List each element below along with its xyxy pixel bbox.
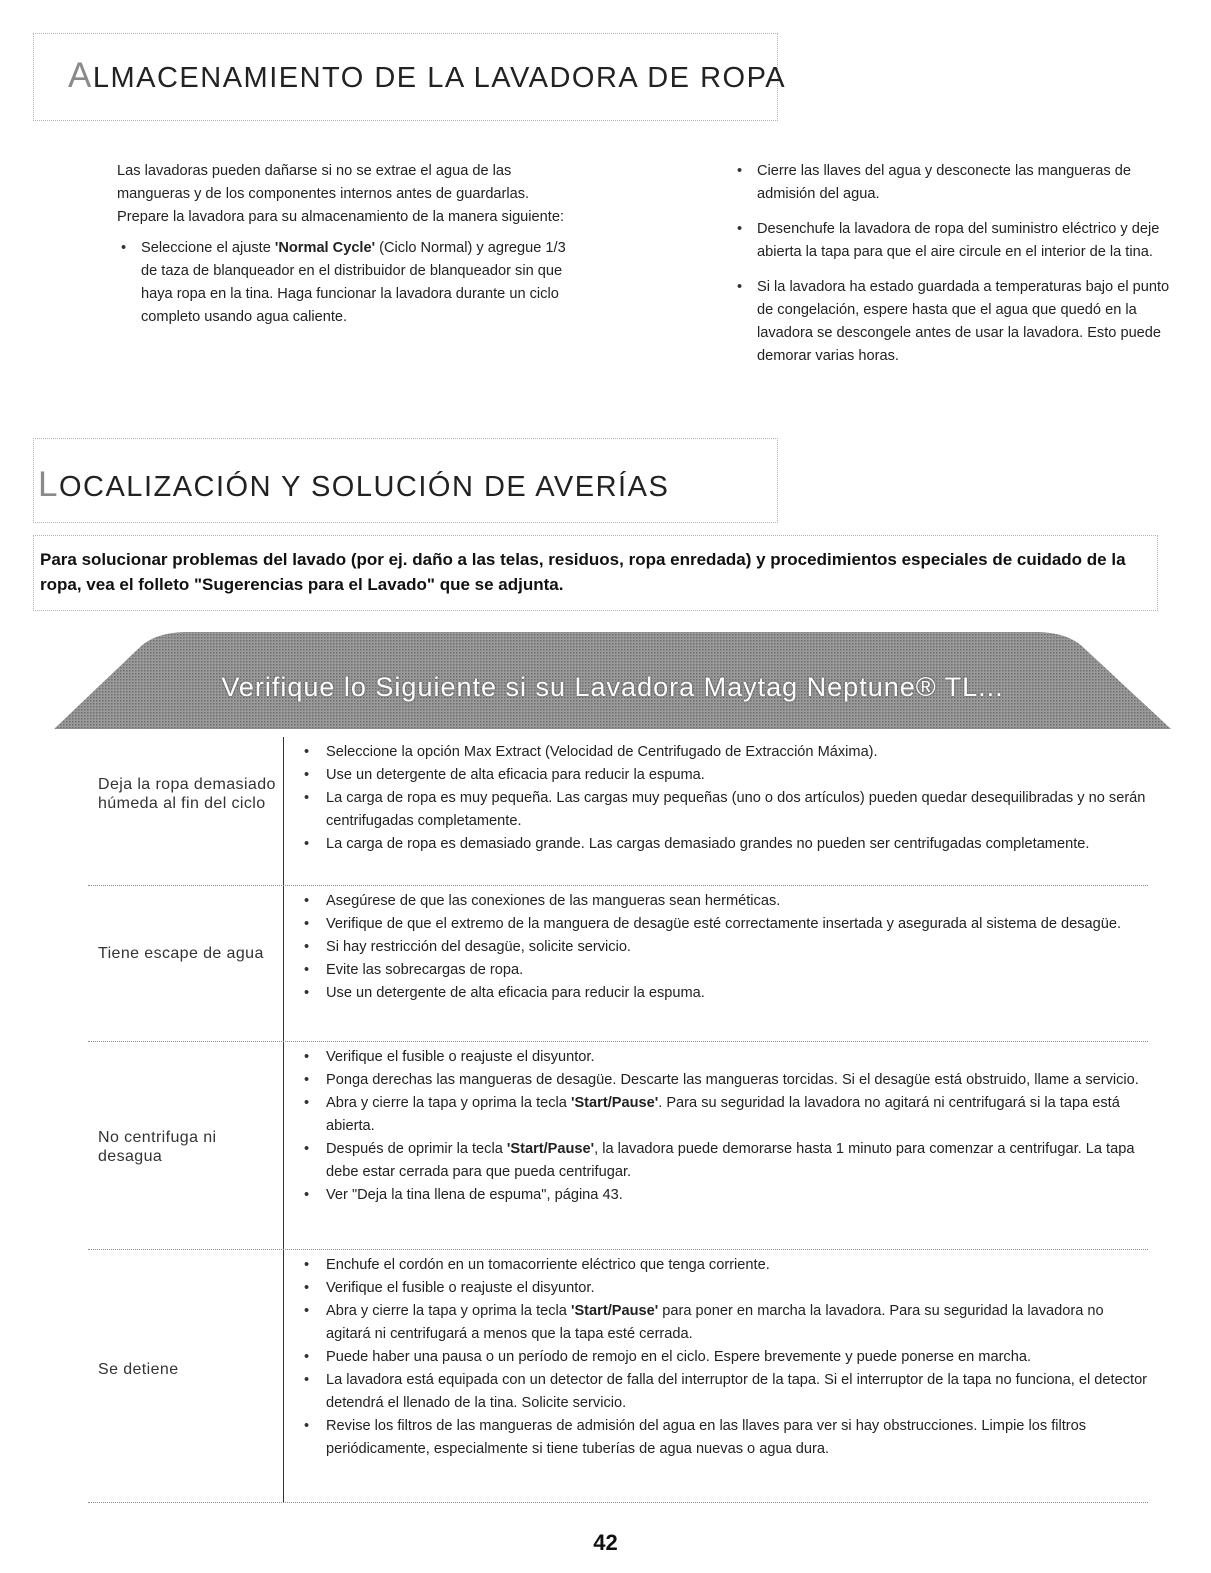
table-row bbox=[88, 1250, 1148, 1503]
cause-item: • Asegúrese de que las conexiones de las mangueras sean herméticas. bbox=[302, 890, 1148, 913]
troubleshooting-table bbox=[88, 737, 1148, 1503]
column-divider bbox=[283, 886, 284, 1041]
cause-item: • Seleccione la opción Max Extract (Velocidad de Centrifugado de Extracción Máxima). bbox=[302, 741, 1148, 764]
cause-item: • Use un detergente de alta eficacia para reducir la espuma. bbox=[302, 982, 1148, 1005]
normal-cycle-label: 'Normal Cycle' bbox=[274, 240, 376, 256]
cause-item: • Abra y cierre la tapa y oprima la tecla 'Start/Pause'. Para su seguridad la lavadora no agitará ni centrifugará si la tapa está abierta. bbox=[302, 1092, 1148, 1138]
bullet1-post: (Ciclo Normal) y agregue 1/3 de taza de blanqueador en el distribuidor de blanqueador sin que haya ropa en la tina. Haga funcionar la lavadora durante un ciclo completo usando agua caliente. bbox=[141, 240, 566, 325]
cause-item: • La lavadora está equipada con un detector de falla del interruptor de la tapa. Si el interruptor de la tapa no funciona, el detector detendrá el llenado de la tina. Solicite servicio. bbox=[302, 1369, 1148, 1415]
start-pause-key-label: 'Start/Pause' bbox=[570, 1303, 659, 1319]
cause-item: • Use un detergente de alta eficacia para reducir la espuma. bbox=[302, 764, 1148, 787]
problem-label: Se detiene bbox=[98, 1361, 179, 1378]
cause-item: • Puede haber una pausa o un período de remojo en el ciclo. Espere brevemente y puede ponerse en marcha. bbox=[302, 1346, 1148, 1369]
cause-item: • Ver "Deja la tina llena de espuma", página 43. bbox=[302, 1184, 1148, 1207]
check-list-banner bbox=[54, 628, 1171, 729]
causes-list bbox=[302, 1042, 1148, 1213]
storage-bullet: • Cierre las llaves del agua y desconecte las mangueras de admisión del agua. bbox=[733, 160, 1173, 206]
cause-item: • Después de oprimir la tecla 'Start/Pause', la lavadora puede demorarse hasta 1 minuto para comenzar a centrifugar. La tapa debe estar cerrada para que pueda centrifugar. bbox=[302, 1138, 1148, 1184]
storage-left-column bbox=[117, 160, 567, 341]
storage-title-initial: A bbox=[68, 56, 93, 95]
column-divider bbox=[283, 1250, 284, 1502]
table-row bbox=[88, 737, 1148, 886]
table-row bbox=[88, 1042, 1148, 1250]
storage-title-rest: LMACENAMIENTO DE LA LAVADORA DE ROPA bbox=[92, 62, 787, 94]
cause-item: • Enchufe el cordón en un tomacorriente eléctrico que tenga corriente. bbox=[302, 1254, 1148, 1277]
storage-right-column bbox=[733, 160, 1173, 380]
storage-section-title bbox=[33, 33, 787, 121]
column-divider bbox=[283, 737, 284, 885]
cause-item: • Verifique de que el extremo de la manguera de desagüe esté correctamente insertada y asegurada al sistema de desagüe. bbox=[302, 913, 1148, 936]
page-number: 42 bbox=[593, 1530, 618, 1555]
problem-label: No centrifuga ni desagua bbox=[98, 1129, 217, 1165]
cause-item: • Evite las sobrecargas de ropa. bbox=[302, 959, 1148, 982]
bullet1-pre: Seleccione el ajuste bbox=[141, 240, 275, 256]
storage-right-list bbox=[733, 160, 1173, 368]
start-pause-key-label: 'Start/Pause' bbox=[570, 1095, 659, 1111]
causes-list bbox=[302, 886, 1148, 1011]
cause-item: • Ponga derechas las mangueras de desagüe. Descarte las mangueras torcidas. Si el desagüe está obstruido, llame a servicio. bbox=[302, 1069, 1148, 1092]
storage-bullet: • Desenchufe la lavadora de ropa del suministro eléctrico y deje abierta la tapa para que el aire circule en el interior de la tina. bbox=[733, 218, 1173, 264]
storage-intro: Las lavadoras pueden dañarse si no se extrae el agua de las mangueras y de los componentes internos antes de guardarlas. Prepare la lavadora para su almacenamiento de la manera siguiente: bbox=[117, 163, 564, 225]
table-row bbox=[88, 886, 1148, 1042]
storage-bullet-normal-cycle bbox=[117, 237, 567, 329]
cause-item: • Verifique el fusible o reajuste el disyuntor. bbox=[302, 1277, 1148, 1300]
cause-item: • Si hay restricción del desagüe, solicite servicio. bbox=[302, 936, 1148, 959]
cause-item: • La carga de ropa es demasiado grande. Las cargas demasiado grandes no pueden ser centrifugadas completamente. bbox=[302, 833, 1148, 856]
washing-tips-note: Para solucionar problemas del lavado (por ej. daño a las telas, residuos, ropa enredada) y procedimientos especiales de cuidado de la ropa, vea el folleto "Sugerencias para el Lavado" que se adjunta. bbox=[33, 535, 1158, 611]
cause-item: • Verifique el fusible o reajuste el disyuntor. bbox=[302, 1046, 1148, 1069]
storage-left-list bbox=[117, 237, 567, 329]
cause-item: • Abra y cierre la tapa y oprima la tecla 'Start/Pause' para poner en marcha la lavadora. Para su seguridad la lavadora no agitará ni centrifugará a menos que la tapa esté cerrada. bbox=[302, 1300, 1148, 1346]
problem-label: Deja la ropa demasiado húmeda al fin del ciclo bbox=[98, 776, 276, 812]
cause-item: • Revise los filtros de las mangueras de admisión del agua en las llaves para ver si hay obstrucciones. Limpie los filtros periódicamente, especialmente si tiene tuberías de agua nuevas o agua dura. bbox=[302, 1415, 1148, 1461]
column-divider bbox=[283, 1042, 284, 1249]
troubleshooting-title-initial: L bbox=[38, 465, 59, 504]
troubleshooting-title-rest: OCALIZACIÓN Y SOLUCIÓN DE AVERÍAS bbox=[58, 471, 670, 503]
causes-list bbox=[302, 737, 1148, 862]
problem-label: Tiene escape de agua bbox=[98, 945, 264, 962]
start-pause-key-label: 'Start/Pause' bbox=[506, 1141, 595, 1157]
storage-bullet: • Si la lavadora ha estado guardada a temperaturas bajo el punto de congelación, espere hasta que el agua que quedó en la lavadora se descongele antes de usar la lavadora. Esto puede demorar varias horas. bbox=[733, 276, 1173, 368]
banner-title: Verifique lo Siguiente si su Lavadora Maytag Neptune® TL... bbox=[221, 672, 1004, 702]
cause-item: • La carga de ropa es muy pequeña. Las cargas muy pequeñas (uno o dos artículos) pueden quedar desequilibradas y no serán centrifugadas completamente. bbox=[302, 787, 1148, 833]
troubleshooting-section-title bbox=[33, 438, 778, 523]
causes-list bbox=[302, 1250, 1148, 1467]
